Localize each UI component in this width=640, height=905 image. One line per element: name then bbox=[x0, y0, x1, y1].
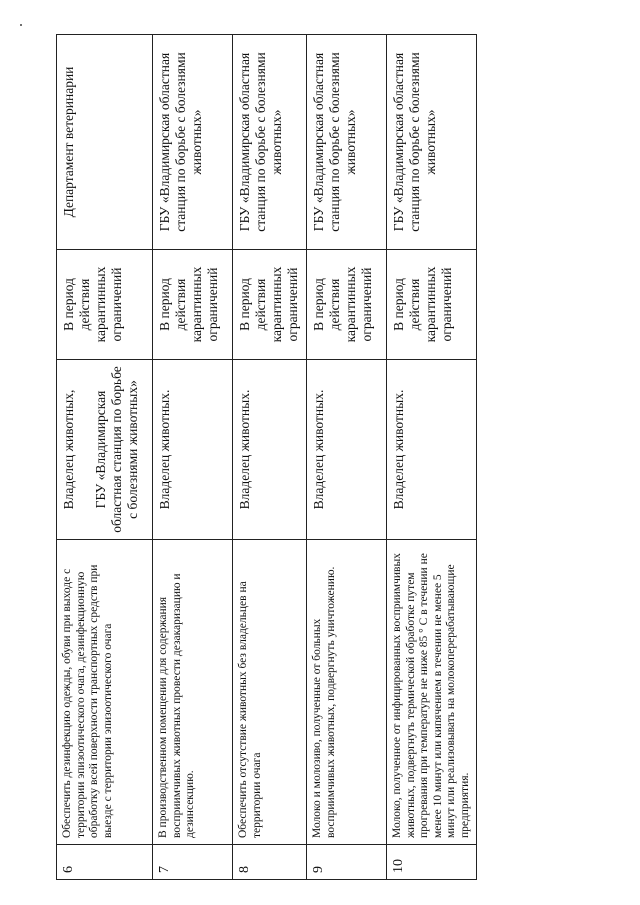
organization-text: ГБУ «Владимирская областная станция по борьбе с болезнями животных» bbox=[307, 35, 387, 250]
organization-text: ГБУ «Владимирская областная станция по борьбе с болезнями животных» bbox=[387, 35, 477, 250]
responsible-owner: Владелец животных. bbox=[237, 389, 252, 510]
scan-speck bbox=[20, 24, 22, 26]
term-text: В период действия карантинных ограничений bbox=[387, 250, 477, 360]
measure-text: Обеспечить дезинфекцию одежды, обуви при выходе с территории эпизоотического очага, дезинфекционную обработку всей поверхности транспортных средств при выезде с территории эпизоотического очага bbox=[57, 540, 153, 845]
responsible-cell bbox=[57, 360, 153, 540]
table-row bbox=[57, 35, 153, 880]
table-row bbox=[307, 35, 387, 880]
responsible-station: ГБУ «Владимирская областная станция по борьбе с болезнями животных» bbox=[92, 366, 140, 533]
term-text: В период действия карантинных ограничений bbox=[307, 250, 387, 360]
responsible-cell bbox=[307, 360, 387, 540]
responsible-gap bbox=[77, 366, 93, 533]
responsible-owner: Владелец животных. bbox=[157, 389, 172, 510]
responsible-cell bbox=[387, 360, 477, 540]
row-number: 9 bbox=[307, 845, 387, 880]
organization-text: Департамент ветеринарии bbox=[57, 35, 153, 250]
measure-text: Молоко и молозиво, полученные от больных восприимчивых животных, подвергнуть уничтожению. bbox=[307, 540, 387, 845]
row-number: 7 bbox=[153, 845, 233, 880]
table-row bbox=[233, 35, 307, 880]
table-row bbox=[387, 35, 477, 880]
measure-text: В производственном помещении для содержания восприимчивых животных провести дезакаризацию и дезинсекцию. bbox=[153, 540, 233, 845]
organization-text: ГБУ «Владимирская областная станция по борьбе с болезнями животных» bbox=[153, 35, 233, 250]
measure-text: Молоко, полученное от инфицированных восприимчивых животных, подвергнуть термической обработке путем прогревания при температуре не ниже 85 ° С в течении не менее 10 минут или кипячением в течении не менее 5 минут или реализовывать на молокоперерабатывающие предприятия. bbox=[387, 540, 477, 845]
measure-text: Обеспечить отсутствие животных без владельцев на территории очага bbox=[233, 540, 307, 845]
organization-text: ГБУ «Владимирская областная станция по борьбе с болезнями животных» bbox=[233, 35, 307, 250]
table-row bbox=[153, 35, 233, 880]
term-text: В период действия карантинных ограничений bbox=[57, 250, 153, 360]
responsible-owner: Владелец животных. bbox=[391, 389, 406, 510]
responsible-cell bbox=[233, 360, 307, 540]
term-text: В период действия карантинных ограничений bbox=[153, 250, 233, 360]
row-number: 10 bbox=[387, 845, 477, 880]
row-number: 6 bbox=[57, 845, 153, 880]
responsible-cell bbox=[153, 360, 233, 540]
term-text: В период действия карантинных ограничений bbox=[233, 250, 307, 360]
responsible-owner: Владелец животных. bbox=[311, 389, 326, 510]
row-number: 8 bbox=[233, 845, 307, 880]
rotated-table-wrapper bbox=[56, 35, 476, 880]
measures-table bbox=[56, 34, 477, 880]
responsible-owner: Владелец животных, bbox=[61, 389, 76, 510]
